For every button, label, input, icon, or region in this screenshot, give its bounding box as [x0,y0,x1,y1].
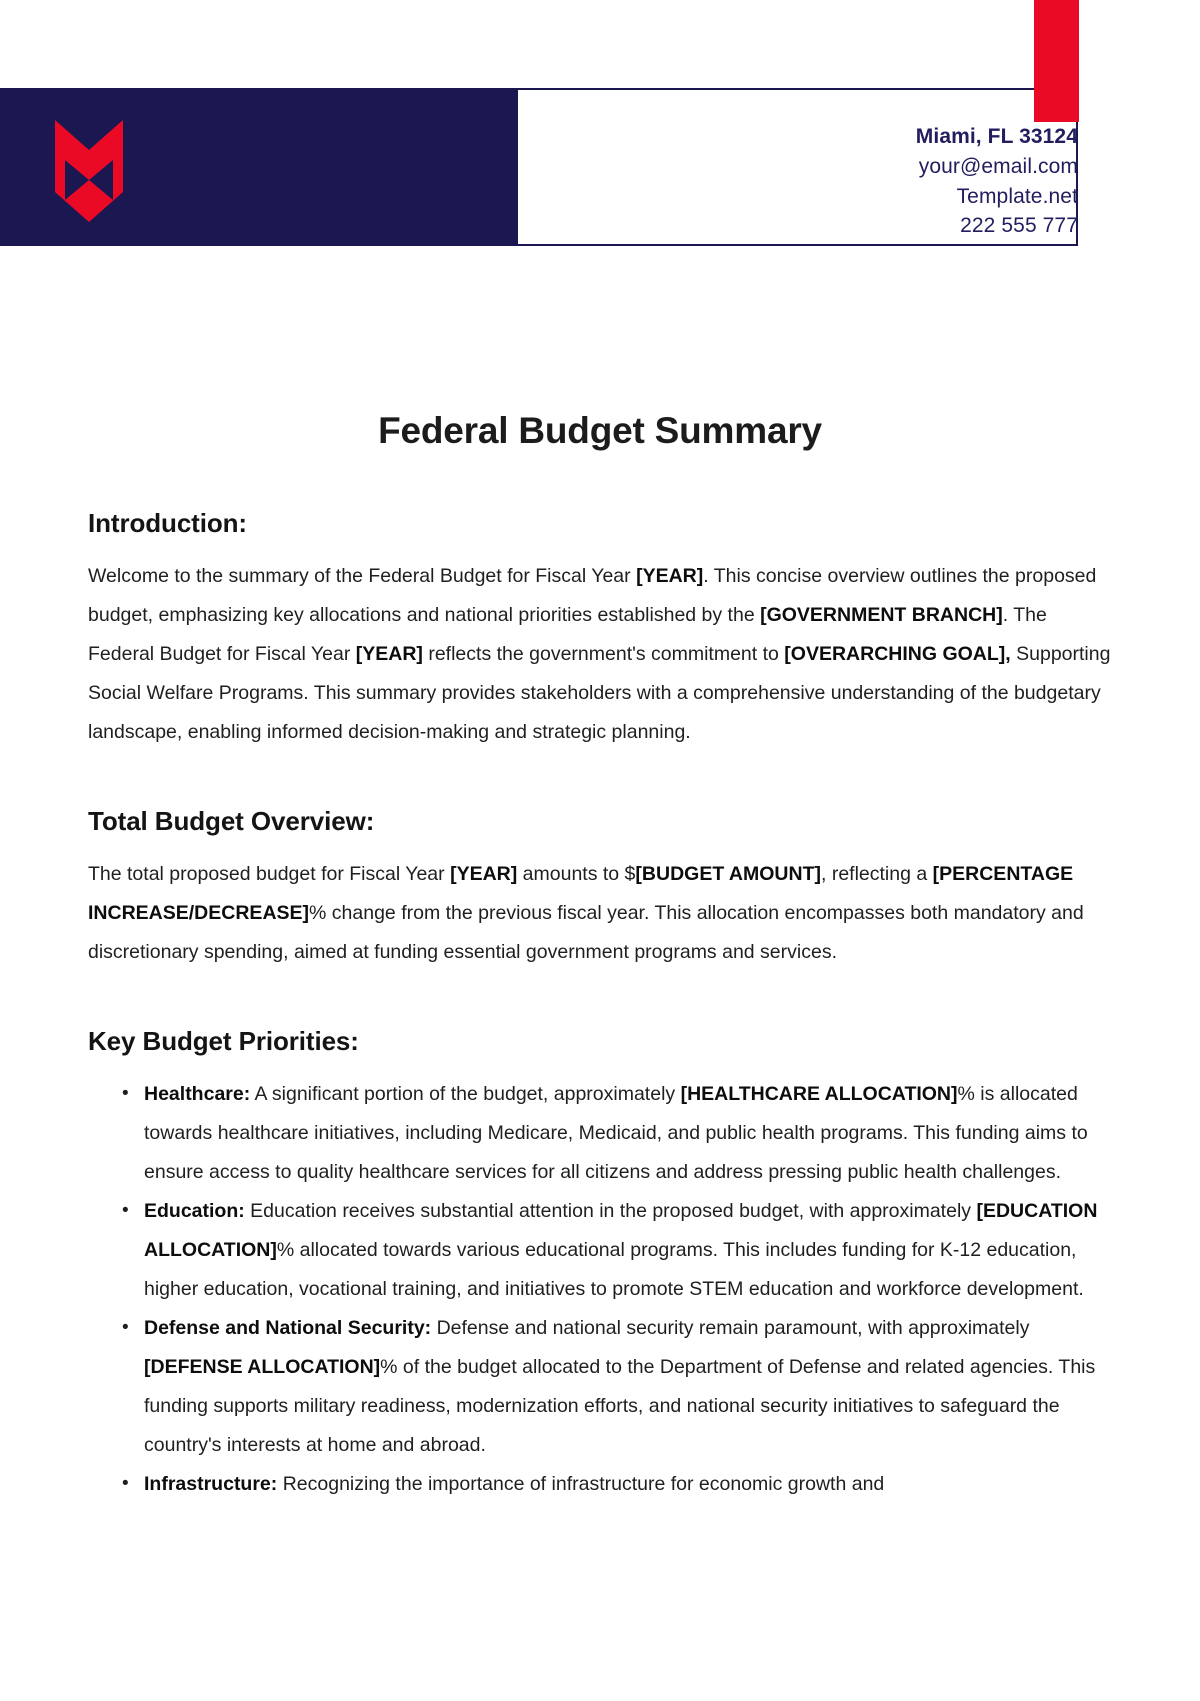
header-red-accent-bar [1034,0,1079,122]
list-item: • Infrastructure: Recognizing the importance of infrastructure for economic growth and [122,1465,1112,1504]
page-title: Federal Budget Summary [378,410,822,451]
list-item: • Healthcare: A significant portion of the budget, approximately [HEALTHCARE ALLOCATION]% is allocated towards healthcare initiatives, including Medicare, Medicaid, and public health programs. This funding aims to ensure access to quality healthcare services for all citizens and address pressing public health challenges. [122,1075,1112,1192]
contact-block [618,122,1078,241]
section-paragraph-total-budget-overview: The total proposed budget for Fiscal Year [YEAR] amounts to $[BUDGET AMOUNT], reflecting a [PERCENTAGE INCREASE/DECREASE]% change from the previous fiscal year. This allocation encompasses both mandatory and discretionary spending, aimed at funding essential government programs and services. [88,863,1084,963]
section-heading-key-budget-priorities: Key Budget Priorities: [88,1026,359,1056]
list-item: • Education: Education receives substantial attention in the proposed budget, with approximately [EDUCATION ALLOCATION]% allocated towards various educational programs. This includes funding for K-12 education, higher education, vocational training, and initiatives to promote STEM education and workforce development. [122,1192,1112,1309]
brand-logo-m-shield-icon [55,120,123,222]
section-heading-introduction: Introduction: [88,508,247,538]
section-paragraph-introduction: Welcome to the summary of the Federal Budget for Fiscal Year [YEAR]. This concise overview outlines the proposed budget, emphasizing key allocations and national priorities established by the [GOVERNMENT BRANCH]. The Federal Budget for Fiscal Year [YEAR] reflects the government's commitment to [OVERARCHING GOAL], Supporting Social Welfare Programs. This summary provides stakeholders with a comprehensive understanding of the budgetary landscape, enabling informed decision-making and strategic planning. [88,565,1111,743]
contact-phone: 222 555 777 [960,214,1078,238]
contact-email[interactable]: your@email.com [918,154,1078,178]
contact-website[interactable]: Template.net [956,184,1078,208]
letterhead-header [0,0,1200,260]
key-budget-priorities-list [88,1075,1112,1504]
section-heading-total-budget-overview: Total Budget Overview: [88,806,375,836]
contact-address: Miami, FL 33124 [915,125,1078,148]
document-body [0,260,1200,1504]
document-content [0,508,1200,1504]
list-item: • Defense and National Security: Defense and national security remain paramount, with approximately [DEFENSE ALLOCATION]% of the budget allocated to the Department of Defense and related agencies. This funding supports military readiness, modernization efforts, and national security initiatives to safeguard the country's interests at home and abroad. [122,1309,1112,1465]
